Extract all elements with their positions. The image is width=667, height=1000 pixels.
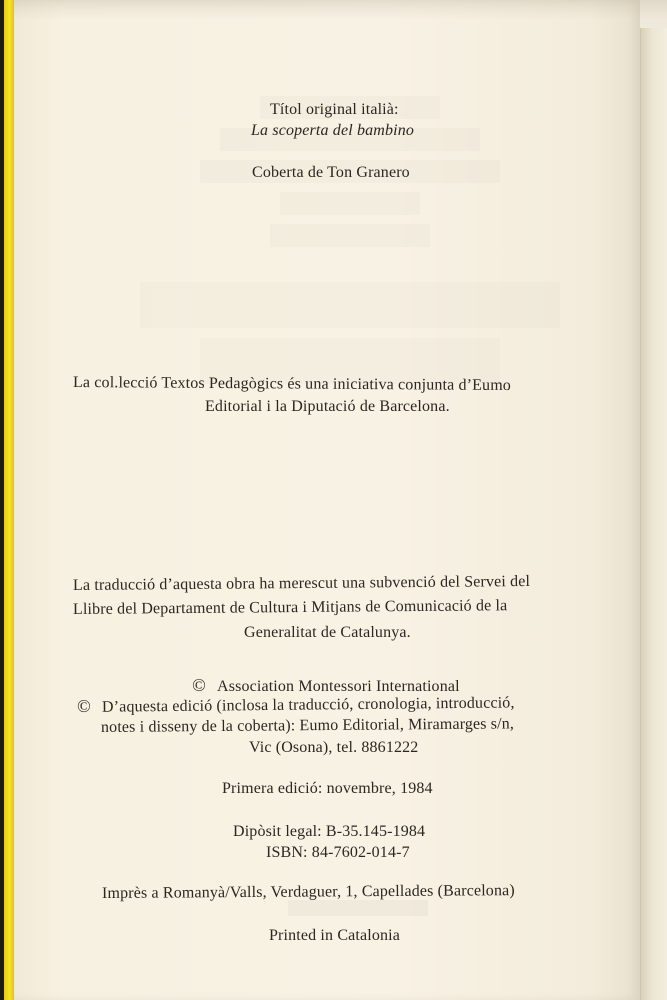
bleed-through-publisher — [268, 900, 448, 920]
bleed-through-title — [140, 282, 560, 384]
top-shadow — [14, 0, 667, 20]
cover-credit: Coberta de Ton Granero — [252, 164, 410, 181]
original-title-label: Títol original italià: — [270, 101, 399, 118]
legal-deposit: Dipòsit legal: B-35.145-1984 — [233, 823, 426, 840]
copyright-line-3: notes i disseny de la coberta): Eumo Editorial, Miramarges s/n, — [100, 715, 515, 736]
edition-copyright: D’aquesta edició (inclosa la traducció, cronologia, introducció, — [101, 694, 515, 716]
collection-note-line-2: Editorial i la Diputació de Barcelona. — [205, 398, 450, 415]
collection-note-line-1: La col.lecció Textos Pedagògics és una iniciativa conjunta d’Eumo — [72, 374, 512, 395]
copyright-line-4: Vic (Osona), tel. 8861222 — [249, 739, 419, 756]
isbn: ISBN: 84-7602-014-7 — [266, 844, 410, 861]
subsidy-note-line-2: Llibre del Departament de Cultura i Mitjans de Comunicació de la — [72, 597, 508, 618]
printed-in: Printed in Catalonia — [269, 927, 400, 944]
original-title: La scoperta del bambino — [251, 122, 414, 139]
subsidy-note-line-1: La traducció d’aquesta obra ha merescut una subvenció del Servei del — [72, 573, 531, 594]
printer-info: Imprès a Romanyà/Valls, Verdaguer, 1, Capellades (Barcelona) — [101, 882, 515, 902]
yellow-cover-edge — [4, 0, 14, 1000]
copyright-icon: © — [192, 675, 206, 695]
first-edition: Primera edició: novembre, 1984 — [222, 780, 433, 797]
next-page-edge — [640, 28, 667, 1000]
copyright-icon: © — [76, 695, 91, 716]
copyright-holder: Association Montessori International — [217, 678, 460, 695]
subsidy-note-line-3: Generalitat de Catalunya. — [244, 624, 411, 641]
